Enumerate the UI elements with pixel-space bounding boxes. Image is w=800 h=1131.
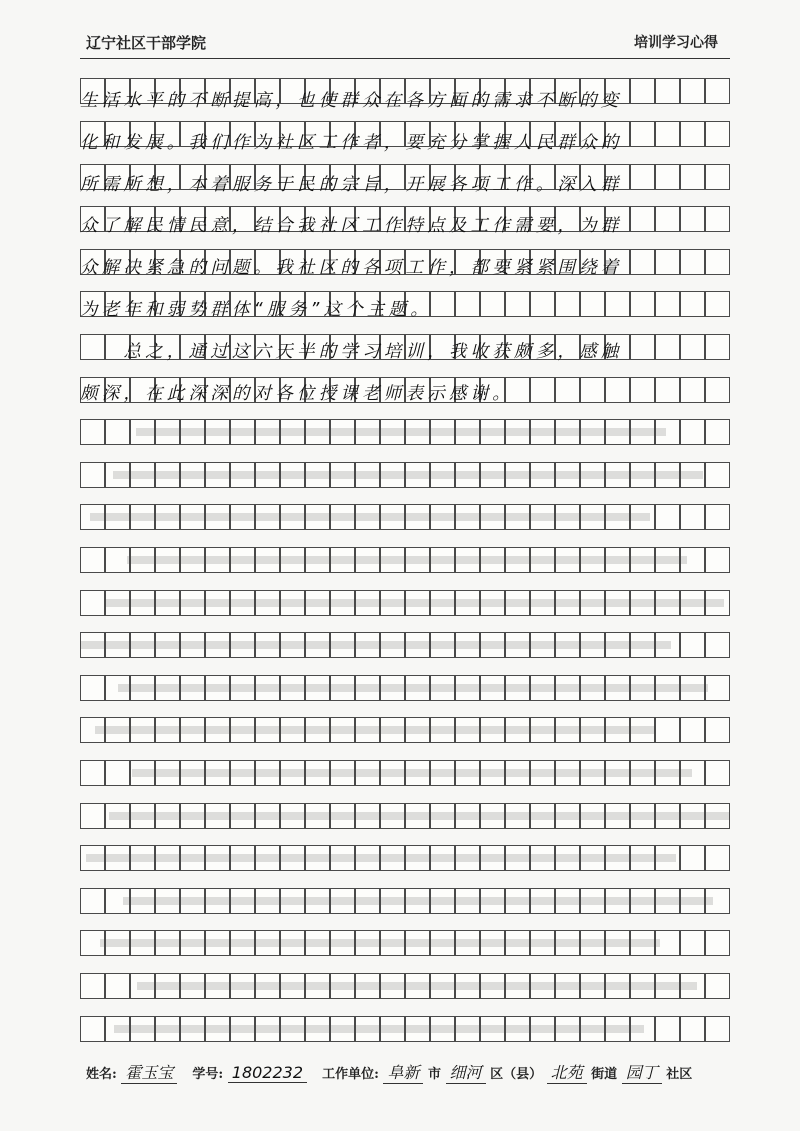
grid-cell <box>80 462 105 488</box>
document-type: 培训学习心得 <box>634 35 718 51</box>
show-through-mark <box>123 897 713 905</box>
grid-cell <box>630 291 655 317</box>
grid-cell <box>655 1016 680 1042</box>
grid-cell <box>705 377 730 403</box>
grid-cell <box>705 632 730 658</box>
grid-cell <box>80 547 105 573</box>
show-through-mark <box>132 769 692 777</box>
show-through-mark <box>81 641 671 649</box>
city-label: 市 <box>427 1067 441 1082</box>
grid-cell <box>630 334 655 360</box>
essay-line: 化和发展。我们作为社区工作者，要充分掌握人民群众的 <box>80 133 623 153</box>
grid-cell <box>605 291 630 317</box>
grid-cell <box>530 377 555 403</box>
grid-cell <box>680 419 705 445</box>
name-label: 姓名: <box>86 1067 117 1082</box>
grid-cell <box>655 504 680 530</box>
show-through-mark <box>95 726 655 734</box>
grid-cell <box>80 1016 105 1042</box>
show-through-mark <box>109 812 729 820</box>
grid-cell <box>530 291 555 317</box>
grid-cell <box>705 930 730 956</box>
grid-cell <box>705 121 730 147</box>
grid-cell <box>480 291 505 317</box>
grid-cell <box>705 334 730 360</box>
grid-cell <box>630 377 655 403</box>
grid-cell <box>80 803 105 829</box>
grid-cell <box>655 206 680 232</box>
grid-cell <box>705 291 730 317</box>
grid-cell <box>655 78 680 104</box>
grid-cell <box>630 206 655 232</box>
grid-cell <box>580 291 605 317</box>
student-id-value: 1802232 <box>228 1063 307 1083</box>
essay-line: 所需所想，本着服务于民的宗旨，开展各项工作。深入群 <box>80 175 623 195</box>
show-through-mark <box>136 428 666 436</box>
grid-cell <box>680 377 705 403</box>
essay-line: 生活水平的不断提高，也使群众在各方面的需求不断的变 <box>80 91 623 111</box>
district-label: 区（县） <box>490 1067 543 1082</box>
community-value: 园丁 <box>622 1060 662 1084</box>
grid-cell <box>80 675 105 701</box>
show-through-mark <box>114 1025 644 1033</box>
grid-cell <box>680 504 705 530</box>
header-rule <box>80 58 730 59</box>
grid-cell <box>555 377 580 403</box>
author-info <box>86 1060 746 1084</box>
grid-cell <box>680 632 705 658</box>
grid-cell <box>705 547 730 573</box>
grid-cell <box>705 504 730 530</box>
grid-cell <box>705 1016 730 1042</box>
student-id-label: 学号: <box>192 1067 224 1082</box>
grid-cell <box>630 249 655 275</box>
grid-cell <box>705 206 730 232</box>
show-through-mark <box>86 854 676 862</box>
grid-cell <box>105 419 130 445</box>
grid-cell <box>680 717 705 743</box>
show-through-mark <box>90 513 650 521</box>
grid-cell <box>705 760 730 786</box>
essay-line: 众解决紧急的问题。我社区的各项工作，都要紧紧围绕着 <box>80 258 623 278</box>
grid-cell <box>680 291 705 317</box>
grid-cell <box>705 717 730 743</box>
grid-cell <box>555 291 580 317</box>
show-through-mark <box>100 939 660 947</box>
essay-line: 总之，通过这六天半的学习培训，我收获颇多，感触 <box>80 342 623 362</box>
grid-cell <box>80 590 105 616</box>
work-unit-label: 工作单位: <box>322 1067 379 1082</box>
grid-cell <box>705 164 730 190</box>
grid-cell <box>705 462 730 488</box>
grid-cell <box>655 377 680 403</box>
grid-cell <box>705 419 730 445</box>
grid-cell <box>680 334 705 360</box>
grid-cell <box>655 291 680 317</box>
grid-cell <box>705 675 730 701</box>
grid-cell <box>680 1016 705 1042</box>
show-through-mark <box>104 599 724 607</box>
grid-cell <box>705 973 730 999</box>
grid-cell <box>630 121 655 147</box>
district-value: 细河 <box>446 1060 486 1084</box>
street-value: 北苑 <box>547 1060 587 1084</box>
grid-cell <box>705 249 730 275</box>
grid-cell <box>680 121 705 147</box>
grid-cell <box>80 888 105 914</box>
grid-cell <box>705 78 730 104</box>
grid-cell <box>455 291 480 317</box>
grid-cell <box>705 845 730 871</box>
essay-line: 颇深，在此深深的对各位授课老师表示感谢。 <box>80 384 514 404</box>
grid-cell <box>505 291 530 317</box>
show-through-mark <box>137 982 697 990</box>
grid-cell <box>680 78 705 104</box>
grid-cell <box>655 334 680 360</box>
grid-cell <box>680 206 705 232</box>
grid-cell <box>580 377 605 403</box>
grid-cell <box>680 930 705 956</box>
grid-cell <box>80 973 105 999</box>
show-through-mark <box>113 471 703 479</box>
grid-cell <box>680 845 705 871</box>
show-through-mark <box>118 684 708 692</box>
grid-cell <box>680 164 705 190</box>
grid-cell <box>105 760 130 786</box>
grid-cell <box>630 164 655 190</box>
grid-cell <box>655 164 680 190</box>
name-value: 霍玉宝 <box>121 1060 177 1084</box>
essay-line: 为老年和弱势群体“服务”这个主题。 <box>80 300 433 320</box>
grid-cell <box>80 419 105 445</box>
grid-cell <box>655 249 680 275</box>
grid-cell <box>655 717 680 743</box>
essay-line: 众了解民情民意，结合我社区工作特点及工作需要，为群 <box>80 216 623 236</box>
show-through-mark <box>127 556 687 564</box>
grid-cell <box>655 121 680 147</box>
street-label: 街道 <box>591 1067 618 1082</box>
grid-cell <box>680 249 705 275</box>
institution-name: 辽宁社区干部学院 <box>86 34 207 52</box>
grid-cell <box>605 377 630 403</box>
grid-cell <box>430 291 455 317</box>
grid-cell <box>630 78 655 104</box>
city-value: 阜新 <box>383 1060 423 1084</box>
grid-cell <box>80 760 105 786</box>
grid-cell <box>105 973 130 999</box>
community-label: 社区 <box>666 1067 693 1082</box>
